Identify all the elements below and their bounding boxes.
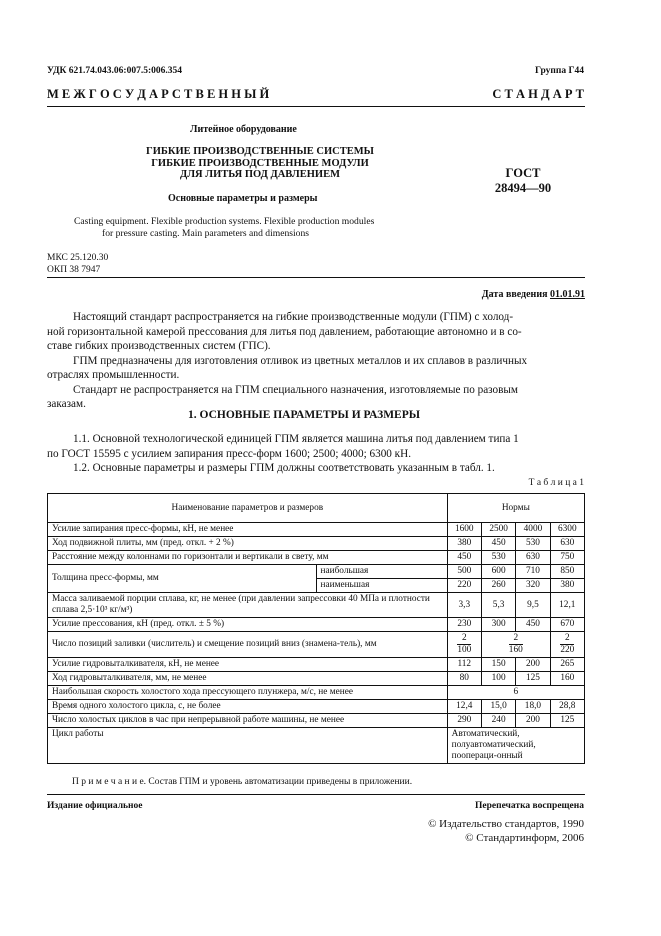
cell: 150 xyxy=(481,658,515,672)
cell: 125 xyxy=(550,714,584,728)
cell: Автоматический, полуавтоматический, поопераци-онный xyxy=(447,728,584,764)
cell: 450 xyxy=(447,551,481,565)
table-row xyxy=(48,658,585,672)
group-code: Группа Г44 xyxy=(535,66,584,76)
paragraph-line: Стандарт не распространяется на ГПМ специального назначения, изготовляемые по разовым xyxy=(73,383,518,396)
cell: 220 xyxy=(447,579,481,593)
table-caption: Т а б л и ц а 1 xyxy=(528,478,584,488)
fraction xyxy=(560,633,574,656)
table-row xyxy=(48,700,585,714)
header-norms: Нормы xyxy=(447,494,584,523)
cell: 710 xyxy=(516,565,550,579)
row-label: Число позиций заливки (числитель) и смещение позиций вниз (знамена-тель), мм xyxy=(48,632,448,658)
udk-code: УДК 621.74.043.06:007.5:006.354 xyxy=(47,66,183,76)
paragraph-line: Настоящий стандарт распространяется на гибкие производственные модули (ГПМ) с холод- xyxy=(73,311,514,323)
top-rule xyxy=(47,106,585,107)
cell: 9,5 xyxy=(516,593,550,618)
official-edition: Издание официальное xyxy=(47,801,143,811)
english-title xyxy=(74,216,374,240)
cell: 450 xyxy=(481,537,515,551)
intro-date-value: 01.01.91 xyxy=(550,289,585,300)
intro-date xyxy=(482,289,585,300)
cell: 750 xyxy=(550,551,584,565)
cell: 12,1 xyxy=(550,593,584,618)
copyright-2006: © Стандартинформ, 2006 xyxy=(465,832,584,844)
cell: 28,8 xyxy=(550,700,584,714)
cell: 15,0 xyxy=(481,700,515,714)
cell: 670 xyxy=(550,618,584,632)
table-row xyxy=(48,686,585,700)
cell: 12,4 xyxy=(447,700,481,714)
intro-paragraphs xyxy=(47,310,585,412)
cell: 3,3 xyxy=(447,593,481,618)
table-row xyxy=(48,551,585,565)
cell: 240 xyxy=(481,714,515,728)
table-row xyxy=(48,537,585,551)
cell: 4000 xyxy=(516,523,550,537)
fraction xyxy=(457,633,471,656)
row-label: Наибольшая скорость холостого хода прессующего плунжера, м/с, не менее xyxy=(48,686,448,700)
numerator: 2 xyxy=(457,633,471,645)
cell: 450 xyxy=(516,618,550,632)
cell: 112 xyxy=(447,658,481,672)
title-line-1: ГИБКИЕ ПРОИЗВОДСТВЕННЫЕ СИСТЕМЫ xyxy=(146,146,374,157)
cell: 630 xyxy=(516,551,550,565)
copyright-block xyxy=(428,817,584,845)
paragraph-line: ГПМ предназначены для изготовления отливок из цветных металлов и их сплавов в различных xyxy=(73,354,528,367)
row-label: Масса заливаемой порции сплава, кг, не менее (при давлении запрессовки 40 МПа и плотности сплава 2,5·10³ кг/м³) xyxy=(48,593,448,618)
cell: 6 xyxy=(447,686,584,700)
cell: 530 xyxy=(481,551,515,565)
table-note: П р и м е ч а н и е. Состав ГПМ и уровень автоматизации приведены в приложении. xyxy=(72,777,413,787)
table-row xyxy=(48,618,585,632)
title-line-3: ДЛЯ ЛИТЬЯ ПОД ДАВЛЕНИЕМ xyxy=(180,169,340,180)
row-label: Ход подвижной плиты, мм (пред. откл. + 2 %) xyxy=(48,537,448,551)
cell: 600 xyxy=(481,565,515,579)
paragraph-line: 1.1. Основной технологической единицей ГПМ является машина литья под давлением типа 1 xyxy=(73,433,519,445)
row-label: Толщина пресс-формы, мм xyxy=(48,565,317,593)
mks-code: МКС 25.120.30 xyxy=(47,253,109,263)
cell: 850 xyxy=(550,565,584,579)
numerator: 2 xyxy=(509,633,523,645)
banner-left: М Е Ж Г О С У Д А Р С Т В Е Н Н Ы Й xyxy=(47,87,270,101)
english-title-line-1: Casting equipment. Flexible production systems. Flexible production modules xyxy=(74,216,375,227)
table-row xyxy=(48,714,585,728)
cell: 160 xyxy=(550,672,584,686)
cell: 230 xyxy=(447,618,481,632)
parameters-table xyxy=(47,493,585,764)
table-row xyxy=(48,565,585,579)
cell: 18,0 xyxy=(516,700,550,714)
pre-title: Литейное оборудование xyxy=(190,124,297,135)
cell: 125 xyxy=(516,672,550,686)
table-row xyxy=(48,728,585,764)
row-label: Расстояние между колоннами по горизонтали и вертикали в свету, мм xyxy=(48,551,448,565)
codes-rule xyxy=(47,277,585,278)
cell: 380 xyxy=(447,537,481,551)
cell: 290 xyxy=(447,714,481,728)
gost-block xyxy=(488,166,558,196)
banner-right: С Т А Н Д А Р Т xyxy=(492,87,584,101)
cell: 380 xyxy=(550,579,584,593)
cell: 260 xyxy=(481,579,515,593)
cell: 530 xyxy=(516,537,550,551)
reprint-notice: Перепечатка воспрещена xyxy=(474,801,584,811)
gost-number: 28494—90 xyxy=(494,181,552,195)
table-row xyxy=(48,632,585,658)
header-parameter: Наименование параметров и размеров xyxy=(48,494,448,523)
cell: 5,3 xyxy=(481,593,515,618)
cell xyxy=(447,632,481,658)
paragraph-line: отраслях промышленности. xyxy=(47,369,180,381)
cell xyxy=(550,632,584,658)
table-row xyxy=(48,672,585,686)
row-label: Число холостых циклов в час при непрерывной работе машины, не менее xyxy=(48,714,448,728)
denominator: 160 xyxy=(508,645,523,655)
classification-codes xyxy=(47,252,108,276)
okp-code: ОКП 38 7947 xyxy=(47,265,101,275)
denominator: 100 xyxy=(457,645,472,655)
cell xyxy=(481,632,550,658)
paragraph-line: заказам. xyxy=(47,398,86,410)
row-label: Цикл работы xyxy=(48,728,448,764)
cell: 200 xyxy=(516,658,550,672)
row-sublabel: наименьшая xyxy=(316,579,447,593)
paragraph-line: ставе гибких производственных систем (ГПС). xyxy=(47,340,271,352)
cell: 265 xyxy=(550,658,584,672)
table-row xyxy=(48,523,585,537)
cell: 80 xyxy=(447,672,481,686)
paragraph-line: по ГОСТ 15595 с усилием запирания пресс-форм 1600; 2500; 4000; 6300 кН. xyxy=(47,447,411,460)
section-heading: 1. ОСНОВНЫЕ ПАРАМЕТРЫ И РАЗМЕРЫ xyxy=(188,409,421,421)
row-label: Ход гидровыталкивателя, мм, не менее xyxy=(48,672,448,686)
row-label: Усилие прессования, кН (пред. откл. ± 5 %) xyxy=(48,618,448,632)
table-header-row xyxy=(48,494,585,523)
row-label: Усилие запирания пресс-формы, кН, не менее xyxy=(48,523,448,537)
numerator: 2 xyxy=(560,633,574,645)
cell: 6300 xyxy=(550,523,584,537)
row-label: Время одного холостого цикла, с, не более xyxy=(48,700,448,714)
document-title xyxy=(115,146,405,181)
cell: 300 xyxy=(481,618,515,632)
section-paragraphs xyxy=(47,432,585,476)
fraction xyxy=(509,633,523,656)
paragraph-line: ной горизонтальной камерой прессования для литья под давлением, работающие автономно и в со- xyxy=(47,325,522,338)
cell: 500 xyxy=(447,565,481,579)
cell: 2500 xyxy=(481,523,515,537)
english-title-line-2: for pressure casting. Main parameters and dimensions xyxy=(102,228,310,239)
row-sublabel: наибольшая xyxy=(316,565,447,579)
footer-rule xyxy=(47,794,585,795)
copyright-1990: © Издательство стандартов, 1990 xyxy=(428,818,584,830)
table-row xyxy=(48,593,585,618)
cell: 630 xyxy=(550,537,584,551)
cell: 200 xyxy=(516,714,550,728)
cell: 320 xyxy=(516,579,550,593)
title-subtitle: Основные параметры и размеры xyxy=(168,193,318,204)
title-line-2: ГИБКИЕ ПРОИЗВОДСТВЕННЫЕ МОДУЛИ xyxy=(151,157,369,169)
cell: 1600 xyxy=(447,523,481,537)
cell: 100 xyxy=(481,672,515,686)
paragraph-line: 1.2. Основные параметры и размеры ГПМ должны соответствовать указанным в табл. 1. xyxy=(73,462,495,474)
gost-label: ГОСТ xyxy=(505,166,541,180)
intro-date-label: Дата введения xyxy=(481,289,548,300)
denominator: 220 xyxy=(560,645,575,655)
row-label: Усилие гидровыталкивателя, кН, не менее xyxy=(48,658,448,672)
